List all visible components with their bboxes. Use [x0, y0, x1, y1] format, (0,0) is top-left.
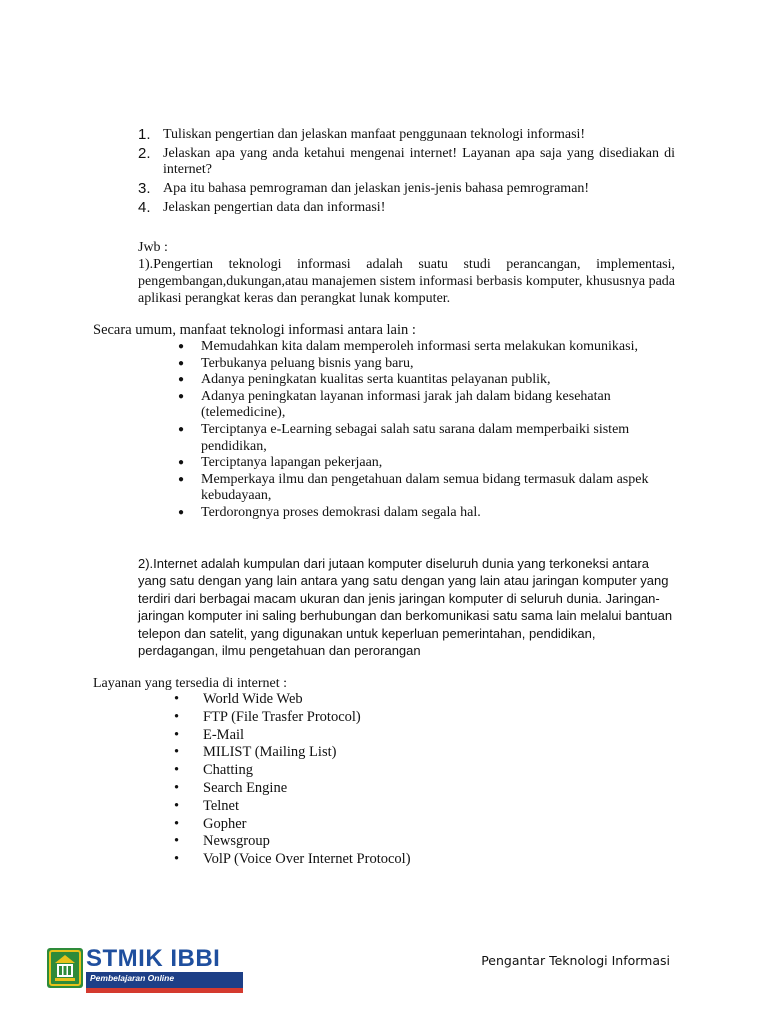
bullet-icon: • — [174, 779, 180, 796]
benefit-text: Terbukanya peluang bisnis yang baru, — [201, 355, 414, 371]
bullet-icon: • — [174, 726, 180, 743]
stmik-ibbi-logo — [46, 947, 246, 997]
benefit-item — [170, 505, 670, 522]
service-item — [170, 833, 570, 851]
service-item — [170, 780, 570, 798]
question-number: 4. — [138, 199, 151, 216]
question-number: 1. — [138, 126, 151, 143]
question-text: Apa itu bahasa pemrograman dan jelaskan jenis-jenis bahasa pemrograman! — [163, 181, 590, 196]
benefit-item — [170, 422, 670, 455]
service-text: E-Mail — [203, 726, 245, 743]
services-intro: Layanan yang tersedia di internet : — [93, 676, 287, 691]
campus-emblem-icon — [46, 947, 84, 989]
bullet-icon: ● — [178, 506, 185, 518]
benefit-item — [170, 472, 670, 505]
bullet-icon: • — [174, 691, 180, 707]
benefit-text: Adanya peningkatan kualitas serta kuantitas pelayanan publik, — [201, 372, 551, 388]
service-item — [170, 744, 570, 762]
question-text: Jelaskan pengertian data dan informasi! — [163, 200, 386, 215]
service-text: World Wide Web — [203, 691, 303, 707]
question-list — [138, 127, 675, 219]
benefit-text: Terciptanya lapangan pekerjaan, — [201, 455, 383, 471]
benefit-item — [170, 372, 670, 389]
service-item — [170, 727, 570, 745]
service-text: Chatting — [203, 762, 253, 779]
service-text: Telnet — [203, 797, 240, 814]
bullet-icon: ● — [178, 341, 185, 352]
benefit-text: Memudahkan kita dalam memperoleh informasi serta melakukan komunikasi, — [201, 339, 638, 354]
benefit-text: Terciptanya e-Learning sebagai salah satu sarana dalam memperbaiki sistem pendidikan, — [201, 421, 630, 454]
benefit-item — [170, 389, 670, 422]
service-item — [170, 762, 570, 780]
question-number: 2. — [138, 145, 151, 162]
answer-paragraph-2: 2).Internet adalah kumpulan dari jutaan komputer diseluruh dunia yang terkoneksi antara yang satu dengan yang lain antara yang satu dengan yang lain atau jaringan komputer yang terdiri dari berbagai macam ukuran dan jenis jaringan komputer di seluruh dunia. Jaringan-jaringan komputer ini saling berhubungan dan berkomunikasi satu sama lain melalui bantuan telepon dan satelit, yang digunakan untuk keperluan pemerintahan, pendidikan, perdagangan, ilmu pengetahuan dan perorangan — [138, 556, 673, 659]
bullet-icon: ● — [178, 390, 185, 402]
bullet-icon: ● — [178, 473, 185, 485]
service-item — [170, 709, 570, 727]
question-item — [138, 146, 675, 178]
logo-title: STMIK IBBI — [86, 945, 221, 972]
service-text: VolP (Voice Over Internet Protocol) — [203, 851, 411, 868]
answer-paragraph-1: 1).Pengertian teknologi informasi adalah suatu studi perancangan, implementasi, pengembangan,dukungan,atau manajemen sistem informasi berbasis komputer, khususnya pada aplikasi perangkat keras dan perangkat lunak komputer. — [138, 257, 675, 306]
benefit-text: Memperkaya ilmu dan pengetahuan dalam semua bidang termasuk dalam aspek kebudayaan, — [201, 471, 649, 504]
footer-course-title: Pengantar Teknologi Informasi — [481, 953, 670, 968]
question-item — [138, 127, 675, 143]
question-number: 3. — [138, 180, 151, 197]
question-text: Tuliskan pengertian dan jelaskan manfaat penggunaan teknologi informasi! — [163, 127, 586, 142]
bullet-icon: • — [174, 815, 180, 832]
question-item — [138, 200, 675, 216]
service-item — [170, 798, 570, 816]
logo-subtitle: Pembelajaran Online — [90, 973, 175, 983]
benefit-item — [170, 356, 670, 373]
logo-underbar — [86, 988, 243, 993]
service-text: FTP (File Trasfer Protocol) — [203, 708, 361, 725]
bullet-icon: ● — [178, 457, 185, 469]
service-item — [170, 816, 570, 834]
benefits-intro: Secara umum, manfaat teknologi informasi antara lain : — [93, 322, 416, 338]
benefit-item — [170, 455, 670, 472]
service-text: Newsgroup — [203, 833, 270, 850]
service-text: Gopher — [203, 815, 247, 832]
service-item — [170, 691, 570, 709]
bullet-icon: • — [174, 762, 180, 779]
bullet-icon: ● — [178, 374, 185, 386]
benefits-list — [170, 339, 670, 522]
bullet-icon: • — [174, 708, 180, 725]
question-item — [138, 181, 675, 197]
service-item — [170, 851, 570, 869]
benefit-item — [170, 339, 670, 356]
bullet-icon: • — [174, 744, 180, 761]
service-text: MILIST (Mailing List) — [203, 744, 337, 761]
bullet-icon: • — [174, 851, 180, 868]
services-list — [170, 691, 570, 869]
bullet-icon: ● — [178, 357, 185, 369]
answer-label: Jwb : — [138, 240, 168, 255]
question-text: Jelaskan apa yang anda ketahui mengenai internet! Layanan apa saja yang disediakan di internet? — [163, 146, 675, 177]
bullet-icon: • — [174, 797, 180, 814]
bullet-icon: ● — [178, 423, 185, 435]
benefit-text: Terdorongnya proses demokrasi dalam segala hal. — [201, 504, 481, 520]
bullet-icon: • — [174, 833, 180, 850]
benefit-text: Adanya peningkatan layanan informasi jarak jah dalam bidang kesehatan (telemedicine), — [201, 388, 611, 421]
service-text: Search Engine — [203, 779, 288, 796]
